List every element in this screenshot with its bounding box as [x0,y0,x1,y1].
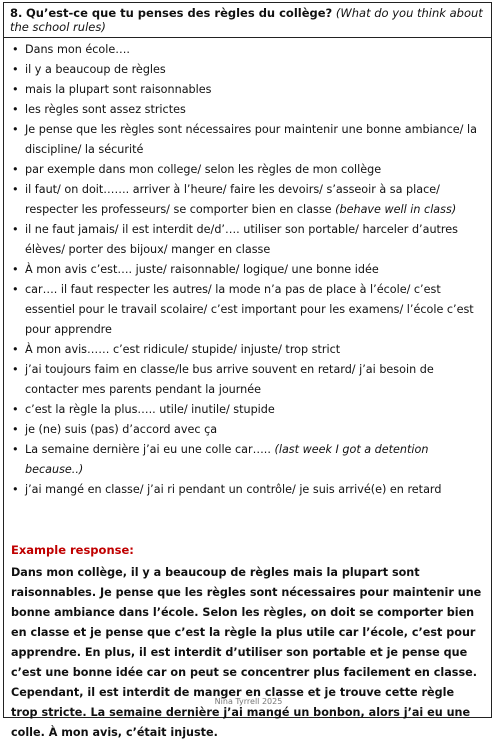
question-header [3,2,492,38]
example-response [3,540,492,743]
list-item: • par exemple dans mon college/ selon les règles de mon collège [3,160,492,180]
list-item: • À mon avis…… c’est ridicule/ stupide/ injuste/ trop strict [3,340,492,360]
list-item: • les règles sont assez strictes [3,100,492,120]
translation-hint: (behave well in class) [335,203,457,216]
list-item: • mais la plupart sont raisonnables [3,80,492,100]
list-item: • je (ne) suis (pas) d’accord avec ça [3,420,492,440]
list-item: • il ne faut jamais/ il est interdit de/d’…. utiliser son portable/ harceler d’autres élèves/ porter des bijoux/ manger en classe [3,220,492,260]
example-body: Dans mon collège, il y a beaucoup de règles mais la plupart sont raisonnables. Je pense que les règles sont nécessaires pour maintenir une bonne ambiance dans l’école. Selon les règles, on doit se comporter bien en classe et je pense que c’est la règle la plus utile car l’école, c’est pour apprendre. En plus, il est interdit d’utiliser son portable et je pense que c’est une bonne idée car on peut se concentrer plus facilement en classe. Cependant, il est interdit de manger en classe et je trouve cette règle trop stricte. La semaine dernière j’ai mangé un bonbon, alors j’ai eu une colle. À mon avis, c’était injuste. [11,566,482,739]
list-item: • À mon avis c’est…. juste/ raisonnable/ logique/ une bonne idée [3,260,492,280]
list-item: • c’est la règle la plus….. utile/ inutile/ stupide [3,400,492,420]
list-item: • La semaine dernière j’ai eu une colle car….. (last week I got a detention because..) [3,440,492,480]
question-translation: (What do you think about the school rules) [10,6,483,34]
example-title: Example response: [11,543,134,557]
question-text: Qu’est-ce que tu penses des règles du collège? [26,6,333,20]
footer-credit: Nina Tyrrell 2025 [214,697,283,706]
list-item: • Je pense que les règles sont nécessaires pour maintenir une bonne ambiance/ la discipline/ la sécurité [3,120,492,160]
list-item: • Dans mon école…. [3,40,492,60]
translation-hint: (last week I got a detention because..) [25,443,429,476]
question-number: 8. [10,6,23,20]
list-item: • j’ai toujours faim en classe/le bus arrive souvent en retard/ j’ai besoin de contacter mes parents pendant la journée [3,360,492,400]
list-item: • il y a beaucoup de règles [3,60,492,80]
list-item: • il faut/ on doit……. arriver à l’heure/ faire les devoirs/ s’asseoir à sa place/ respecter les professeurs/ se comporter bien en classe (behave well in class) [3,180,492,220]
phrase-list [3,40,492,500]
list-item: • car…. il faut respecter les autres/ la mode n’a pas de place à l’école/ c’est essentiel pour le travail scolaire/ c’est important pour les examens/ l’école c’est pour apprendre [3,280,492,340]
list-item: • j’ai mangé en classe/ j’ai ri pendant un contrôle/ je suis arrivé(e) en retard [3,480,492,500]
